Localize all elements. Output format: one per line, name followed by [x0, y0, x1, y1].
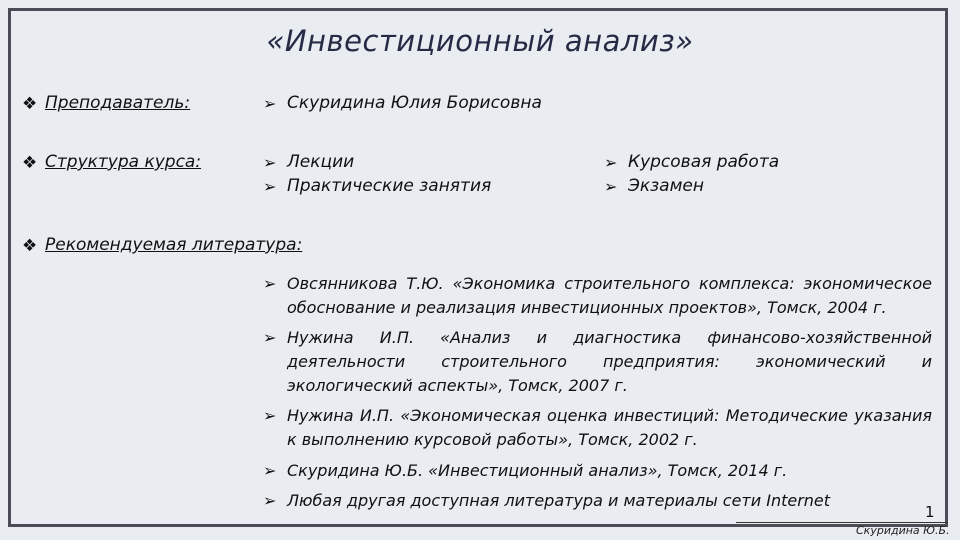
teacher-value: Скуридина Юлия Борисовна	[287, 93, 542, 113]
literature-label: Рекомендуемая литература:	[45, 235, 303, 255]
arrow-bullet-icon: ➢	[263, 328, 277, 347]
structure-item: Экзамен	[628, 176, 704, 196]
literature-item: Любая другая доступная литература и материалы сети Internet	[287, 491, 831, 510]
arrow-bullet-icon: ➢	[263, 153, 277, 172]
slide-title: «Инвестиционный анализ»	[266, 24, 694, 58]
page-number: 1	[925, 503, 935, 521]
literature-item: Скуридина Ю.Б. «Инвестиционный анализ», Томск, 2014 г.	[287, 461, 788, 480]
structure-item: Лекции	[287, 152, 355, 172]
diamond-bullet-icon: ❖	[22, 94, 38, 114]
literature-item: Нужина И.П. «Экономическая оценка инвестиций: Методические указания к выполнению курсовой работы», Томск, 2002 г.	[287, 406, 932, 449]
arrow-bullet-icon: ➢	[263, 491, 277, 510]
structure-item: Курсовая работа	[628, 152, 780, 172]
structure-label: Структура курса:	[45, 152, 202, 172]
arrow-bullet-icon: ➢	[263, 406, 277, 425]
diamond-bullet-icon: ❖	[22, 153, 38, 173]
signature: Скуридина Ю.Б.	[856, 524, 950, 537]
arrow-bullet-icon: ➢	[263, 94, 277, 113]
structure-item: Практические занятия	[287, 176, 492, 196]
arrow-bullet-icon: ➢	[263, 461, 277, 480]
arrow-bullet-icon: ➢	[604, 177, 618, 196]
teacher-label: Преподаватель:	[45, 93, 191, 113]
signature-line	[736, 522, 948, 523]
literature-item: Нужина И.П. «Анализ и диагностика финансово-хозяйственной деятельности строительного предприятия: экономический и экологический аспекты», Томск, 2007 г.	[287, 328, 932, 395]
diamond-bullet-icon: ❖	[22, 236, 38, 256]
literature-item: Овсянникова Т.Ю. «Экономика строительного комплекса: экономическое обоснование и реализация инвестиционных проектов», Томск, 2004 г.	[287, 274, 932, 317]
arrow-bullet-icon: ➢	[604, 153, 618, 172]
arrow-bullet-icon: ➢	[263, 177, 277, 196]
arrow-bullet-icon: ➢	[263, 274, 277, 293]
